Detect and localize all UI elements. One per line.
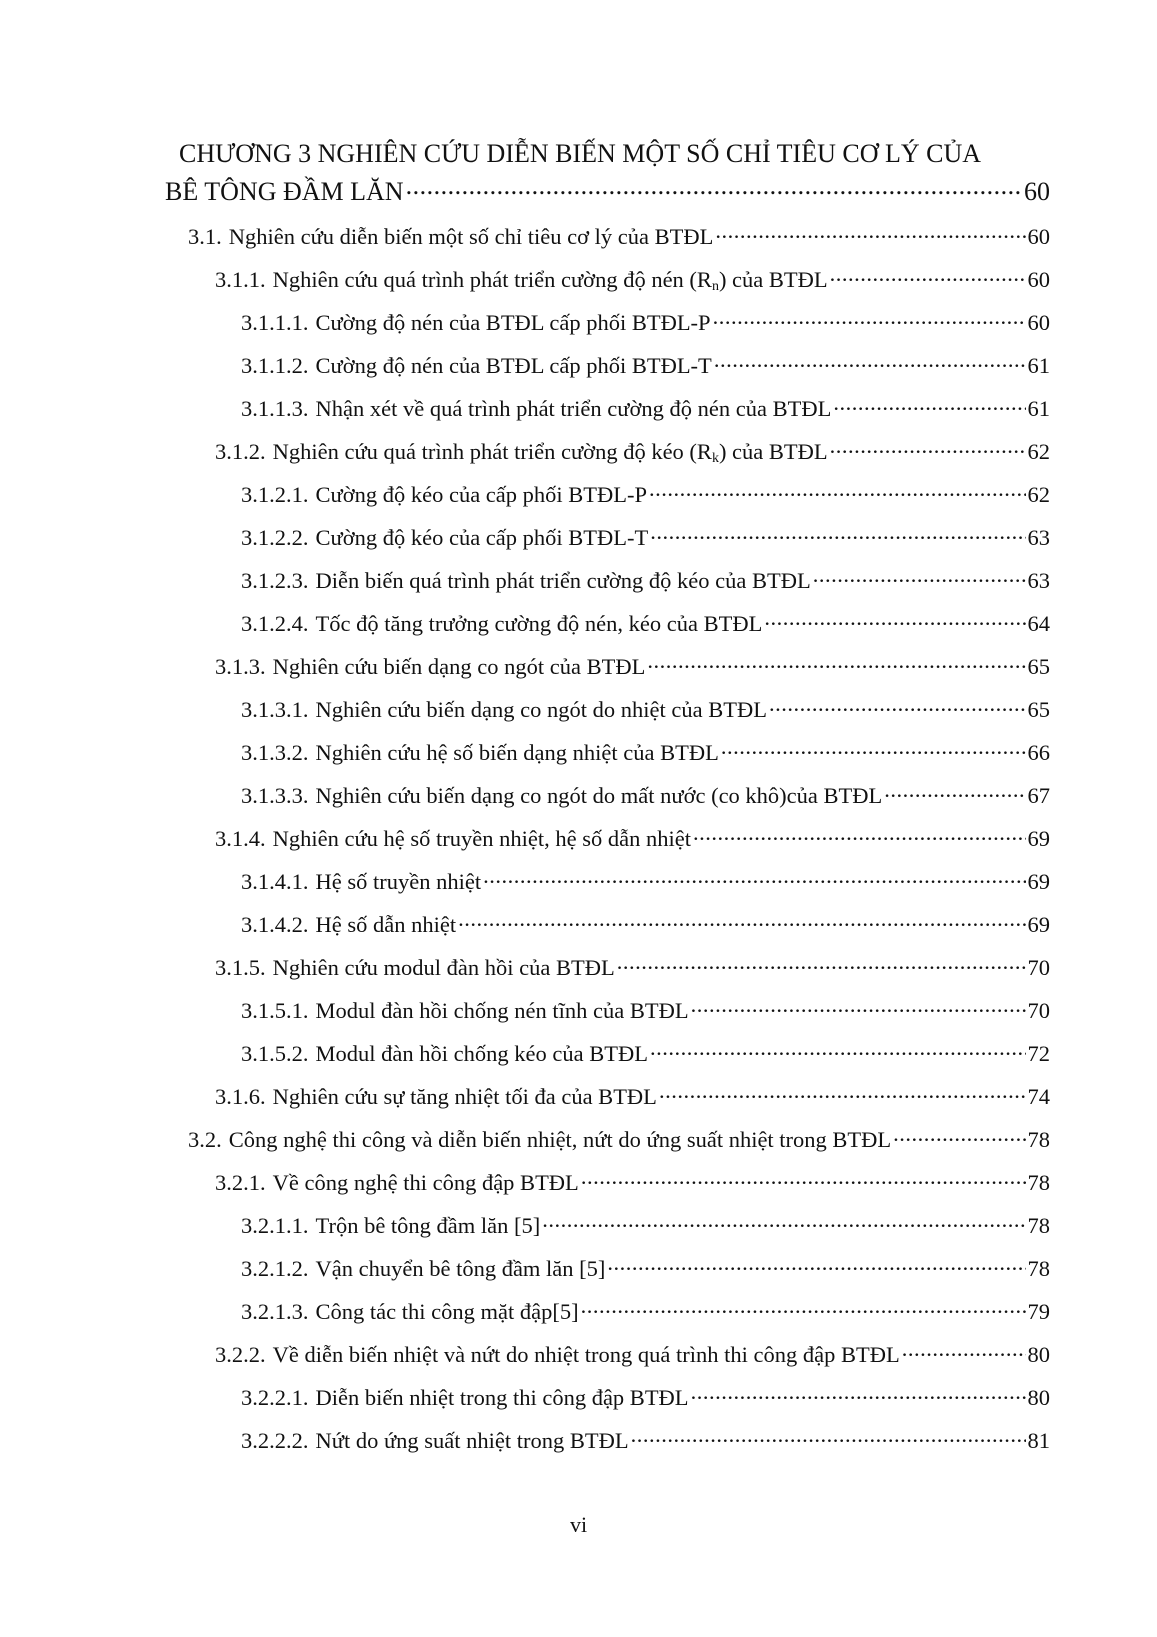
toc-entry-page: 67	[1027, 783, 1050, 808]
toc-entry-title: Công tác thi công mặt đập[5]	[315, 1299, 579, 1324]
toc-title-part: ) của BTĐL	[718, 267, 828, 292]
toc-entry[interactable]	[0, 602, 1050, 645]
toc-entry-title: Nghiên cứu diễn biến một số chỉ tiêu cơ lý của BTĐL	[228, 224, 714, 249]
toc-entry-title: Công nghệ thi công và diễn biến nhiệt, nứt do ứng suất nhiệt trong BTĐL	[228, 1127, 892, 1152]
toc-entry[interactable]	[0, 516, 1050, 559]
toc-entry[interactable]	[0, 430, 1050, 473]
toc-entry-number: 3.1.1.2.	[241, 353, 309, 378]
toc-entry-number: 3.1.2.3.	[241, 568, 309, 593]
toc-entry-page: 78	[1027, 1256, 1050, 1281]
toc-entry-page: 70	[1027, 955, 1050, 980]
toc-entry-number: 3.1.5.	[215, 955, 266, 980]
toc-entry-title: Về công nghệ thi công đập BTĐL	[272, 1170, 579, 1195]
toc-entry-number: 3.1.3.	[215, 654, 266, 679]
dot-leader	[483, 867, 1025, 890]
toc-entry[interactable]	[0, 645, 1050, 688]
toc-entry-number: 3.1.1.3.	[241, 396, 309, 421]
toc-entry-page: 78	[1027, 1170, 1050, 1195]
toc-entry[interactable]	[0, 1161, 1050, 1204]
dot-leader	[631, 1426, 1026, 1449]
toc-entry[interactable]	[0, 473, 1050, 516]
dot-leader	[617, 953, 1026, 976]
toc-entry-number: 3.1.6.	[215, 1084, 266, 1109]
toc-entry-title: Trộn bê tông đầm lăn [5]	[315, 1213, 541, 1238]
toc-entry-title: Cường độ kéo của cấp phối BTĐL-P	[315, 482, 648, 507]
toc-entry-number: 3.1.5.2.	[241, 1041, 309, 1066]
toc-entry-number: 3.1.2.4.	[241, 611, 309, 636]
dot-leader	[721, 738, 1026, 761]
toc-entry-title	[273, 430, 828, 473]
toc-entry-number: 3.1.3.1.	[241, 697, 309, 722]
toc-entry-number: 3.1.1.	[215, 267, 266, 292]
toc-entry[interactable]	[0, 860, 1050, 903]
toc-entry[interactable]	[0, 989, 1050, 1032]
toc-entry-page: 63	[1027, 568, 1050, 593]
toc-entry[interactable]	[0, 559, 1050, 602]
toc-entry-number: 3.2.1.1.	[241, 1213, 309, 1238]
chapter-title-line1: CHƯƠNG 3 NGHIÊN CỨU DIỄN BIẾN MỘT SỐ CHỈ TIÊU CƠ LÝ CỦA	[179, 139, 982, 168]
toc-title-subscript: k	[711, 451, 719, 466]
dot-leader	[830, 265, 1026, 288]
toc-entry-title: Tốc độ tăng trưởng cường độ nén, kéo của BTĐL	[315, 611, 763, 636]
toc-entry-page: 69	[1027, 912, 1050, 937]
toc-entry-page: 72	[1027, 1041, 1050, 1066]
toc-entry[interactable]	[0, 946, 1050, 989]
dot-leader	[884, 781, 1025, 804]
toc-entry-page: 65	[1027, 697, 1050, 722]
toc-entry-page: 69	[1027, 869, 1050, 894]
toc-entry-page: 74	[1027, 1084, 1050, 1109]
toc-entry-number: 3.2.2.1.	[241, 1385, 309, 1410]
toc-entry-title: Modul đàn hồi chống kéo của BTĐL	[315, 1041, 648, 1066]
toc-entry-page: 61	[1027, 396, 1050, 421]
dot-leader	[715, 222, 1025, 245]
toc-entry-title: Modul đàn hồi chống nén tĩnh của BTĐL	[315, 998, 689, 1023]
dot-leader	[813, 566, 1026, 589]
dot-leader	[649, 480, 1025, 503]
toc-entry[interactable]	[0, 731, 1050, 774]
dot-leader	[902, 1340, 1026, 1363]
toc-entry-title: Nghiên cứu hệ số truyền nhiệt, hệ số dẫn nhiệt	[272, 826, 691, 851]
toc-entry-number: 3.1.4.1.	[241, 869, 309, 894]
toc-title-subscript: n	[711, 279, 719, 294]
toc-entry-title: Nứt do ứng suất nhiệt trong BTĐL	[315, 1428, 629, 1453]
dot-leader	[693, 824, 1026, 847]
toc-entry-title: Cường độ kéo của cấp phối BTĐL-T	[315, 525, 649, 550]
dot-leader	[581, 1297, 1026, 1320]
toc-entry-title: Diễn biến quá trình phát triển cường độ kéo của BTĐL	[315, 568, 811, 593]
toc-entry-number: 3.1.2.2.	[241, 525, 309, 550]
toc-entry-page: 62	[1027, 482, 1050, 507]
dot-leader	[893, 1125, 1025, 1148]
toc-entry-page: 79	[1027, 1299, 1050, 1324]
toc-title-part: Nghiên cứu quá trình phát triển cường độ kéo (R	[272, 439, 712, 464]
toc-entry-title: Nhận xét về quá trình phát triển cường độ nén của BTĐL	[315, 396, 832, 421]
toc-entry[interactable]	[0, 387, 1050, 430]
dot-leader	[714, 351, 1026, 374]
toc-entry-title: Nghiên cứu sự tăng nhiệt tối đa của BTĐL	[272, 1084, 657, 1109]
toc-entry-page: 81	[1027, 1428, 1050, 1453]
toc-entry[interactable]	[0, 1075, 1050, 1118]
toc-entry-page: 60	[1027, 310, 1050, 335]
toc-entry-page: 62	[1027, 439, 1050, 464]
toc-entry-number: 3.2.2.	[215, 1342, 266, 1367]
toc-entry-title: Diễn biến nhiệt trong thi công đập BTĐL	[315, 1385, 689, 1410]
dot-leader	[713, 308, 1026, 331]
toc-title-part: ) của BTĐL	[718, 439, 828, 464]
chapter-title-line2	[165, 173, 1050, 211]
toc-entry-number: 3.1.4.2.	[241, 912, 309, 937]
dot-leader	[650, 1039, 1026, 1062]
toc-entry-title: Nghiên cứu modul đàn hồi của BTĐL	[272, 955, 615, 980]
toc-entry-page: 70	[1027, 998, 1050, 1023]
toc-entry[interactable]	[0, 258, 1050, 301]
dot-leader	[764, 609, 1025, 632]
toc-title-part: Nghiên cứu quá trình phát triển cường độ nén (R	[272, 267, 712, 292]
dot-leader	[647, 652, 1025, 675]
toc-entry-page: 80	[1027, 1342, 1050, 1367]
toc-entry-page: 78	[1027, 1213, 1050, 1238]
toc-entry[interactable]	[0, 215, 1050, 258]
toc-entry-title: Về diễn biến nhiệt và nứt do nhiệt trong quá trình thi công đập BTĐL	[272, 1342, 900, 1367]
toc-entry-title: Cường độ nén của BTĐL cấp phối BTĐL-T	[315, 353, 712, 378]
dot-leader	[830, 437, 1026, 460]
toc-entry-title: Nghiên cứu biến dạng co ngót do nhiệt của BTĐL	[315, 697, 767, 722]
toc-entry[interactable]	[0, 1032, 1050, 1075]
toc-entry-page: 80	[1027, 1385, 1050, 1410]
toc-entry-page: 65	[1027, 654, 1050, 679]
toc-entry-page: 78	[1027, 1127, 1050, 1152]
page-number: vi	[569, 1512, 588, 1537]
dot-leader	[650, 523, 1025, 546]
toc-entry[interactable]	[0, 1290, 1050, 1333]
toc-entry-number: 3.1.2.	[215, 439, 266, 464]
toc-entry-title: Hệ số truyền nhiệt	[315, 869, 482, 894]
toc-entry-number: 3.1.5.1.	[241, 998, 309, 1023]
toc-entry-title: Vận chuyển bê tông đầm lăn [5]	[315, 1256, 606, 1281]
dot-leader	[659, 1082, 1026, 1105]
toc-entry-title: Nghiên cứu biến dạng co ngót của BTĐL	[272, 654, 646, 679]
toc-entry-number: 3.2.1.	[215, 1170, 266, 1195]
toc-entry-number: 3.2.2.2.	[241, 1428, 309, 1453]
toc-entry-number: 3.1.	[188, 224, 222, 249]
toc-entry-page: 60	[1027, 224, 1050, 249]
toc-entry[interactable]	[0, 1333, 1050, 1376]
chapter-page-number: 60	[1024, 177, 1050, 206]
toc-entry[interactable]	[0, 1118, 1050, 1161]
toc-entry[interactable]	[0, 688, 1050, 731]
toc-entry-title	[273, 258, 828, 301]
dot-leader	[607, 1254, 1025, 1277]
toc-entry-number: 3.2.1.3.	[241, 1299, 309, 1324]
dot-leader	[542, 1211, 1025, 1234]
table-of-contents	[0, 215, 1050, 1462]
toc-entry-page: 63	[1027, 525, 1050, 550]
dot-leader	[458, 910, 1025, 933]
toc-entry[interactable]	[0, 817, 1050, 860]
toc-entry-page: 61	[1027, 353, 1050, 378]
toc-entry[interactable]	[0, 1376, 1050, 1419]
toc-entry-number: 3.2.	[188, 1127, 222, 1152]
chapter-title-text: BÊ TÔNG ĐẦM LĂN	[165, 177, 404, 206]
dot-leader	[833, 394, 1025, 417]
toc-entry-number: 3.1.3.3.	[241, 783, 309, 808]
toc-entry-page: 64	[1027, 611, 1050, 636]
toc-entry-page: 60	[1027, 267, 1050, 292]
dot-leader	[769, 695, 1026, 718]
toc-entry-title: Cường độ nén của BTĐL cấp phối BTĐL-P	[315, 310, 711, 335]
toc-entry-title: Hệ số dẫn nhiệt	[315, 912, 457, 937]
toc-entry[interactable]	[0, 1247, 1050, 1290]
toc-entry[interactable]	[0, 1419, 1050, 1462]
toc-entry[interactable]	[0, 1204, 1050, 1247]
toc-entry-number: 3.2.1.2.	[241, 1256, 309, 1281]
toc-entry[interactable]	[0, 344, 1050, 387]
toc-entry-number: 3.1.2.1.	[241, 482, 309, 507]
toc-entry-number: 3.1.1.1.	[241, 310, 309, 335]
dot-leader	[406, 174, 1022, 200]
dot-leader	[691, 996, 1026, 1019]
dot-leader	[581, 1168, 1026, 1191]
dot-leader	[691, 1383, 1026, 1406]
toc-entry-title: Nghiên cứu biến dạng co ngót do mất nước (co khô)của BTĐL	[315, 783, 883, 808]
toc-chapter-heading	[165, 135, 1050, 211]
toc-entry-page: 69	[1027, 826, 1050, 851]
toc-entry[interactable]	[0, 301, 1050, 344]
toc-entry[interactable]	[0, 903, 1050, 946]
toc-entry-number: 3.1.3.2.	[241, 740, 309, 765]
toc-entry-page: 66	[1027, 740, 1050, 765]
toc-entry[interactable]	[0, 774, 1050, 817]
toc-entry-number: 3.1.4.	[215, 826, 266, 851]
toc-entry-title: Nghiên cứu hệ số biến dạng nhiệt của BTĐL	[315, 740, 719, 765]
